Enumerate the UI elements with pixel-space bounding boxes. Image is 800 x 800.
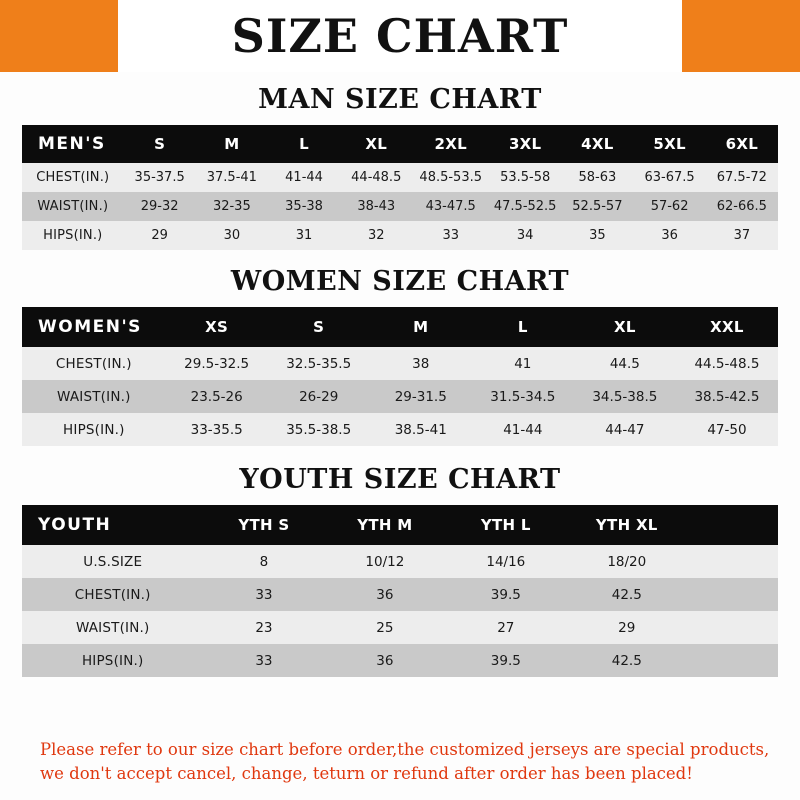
men-header-s: S (124, 125, 196, 163)
youth-chest-m: 36 (324, 578, 445, 611)
women-chest-s: 32.5-35.5 (268, 347, 370, 380)
women-header-xxl: XXL (676, 307, 778, 347)
table-row (22, 545, 778, 578)
men-hips-s: 29 (124, 221, 196, 250)
youth-row-waist-label: WAIST(IN.) (22, 611, 203, 644)
youth-waist-xl: 29 (566, 611, 687, 644)
youth-waist-l: 27 (445, 611, 566, 644)
men-waist-l: 35-38 (268, 192, 340, 221)
youth-waist-blank (687, 611, 778, 644)
men-header-m: M (196, 125, 268, 163)
men-chest-3xl: 53.5-58 (489, 163, 561, 192)
youth-header-blank (687, 505, 778, 545)
table-row (22, 413, 778, 446)
women-row-hips-label: HIPS(IN.) (22, 413, 166, 446)
women-header-s: S (268, 307, 370, 347)
women-waist-m: 29-31.5 (370, 380, 472, 413)
youth-header-s: YTH S (203, 505, 324, 545)
women-hips-xxl: 47-50 (676, 413, 778, 446)
men-hips-2xl: 33 (412, 221, 489, 250)
men-size-table (22, 125, 778, 250)
men-header-3xl: 3XL (489, 125, 561, 163)
men-chest-l: 41-44 (268, 163, 340, 192)
women-chest-m: 38 (370, 347, 472, 380)
men-header-4xl: 4XL (561, 125, 633, 163)
men-hips-l: 31 (268, 221, 340, 250)
women-row-chest-label: CHEST(IN.) (22, 347, 166, 380)
page-title: SIZE CHART (231, 9, 569, 63)
men-hips-6xl: 37 (706, 221, 778, 250)
youth-ussize-xl: 18/20 (566, 545, 687, 578)
youth-table-header-row (22, 505, 778, 545)
youth-header-l: YTH L (445, 505, 566, 545)
men-chest-xl: 44-48.5 (340, 163, 412, 192)
youth-header-xl: YTH XL (566, 505, 687, 545)
women-hips-l: 41-44 (472, 413, 574, 446)
youth-hips-s: 33 (203, 644, 324, 677)
men-row-waist-label: WAIST(IN.) (22, 192, 124, 221)
men-waist-4xl: 52.5-57 (561, 192, 633, 221)
youth-chest-xl: 42.5 (566, 578, 687, 611)
men-hips-4xl: 35 (561, 221, 633, 250)
youth-ussize-s: 8 (203, 545, 324, 578)
youth-header-label: YOUTH (22, 505, 203, 545)
table-row (22, 611, 778, 644)
youth-hips-blank (687, 644, 778, 677)
content-area (0, 72, 800, 800)
youth-waist-s: 23 (203, 611, 324, 644)
men-header-2xl: 2XL (412, 125, 489, 163)
table-row (22, 578, 778, 611)
women-header-xs: XS (166, 307, 268, 347)
youth-section-title: YOUTH SIZE CHART (239, 464, 561, 495)
women-size-table (22, 307, 778, 446)
men-hips-m: 30 (196, 221, 268, 250)
youth-chest-l: 39.5 (445, 578, 566, 611)
women-chest-xs: 29.5-32.5 (166, 347, 268, 380)
women-section-title: WOMEN SIZE CHART (230, 266, 570, 297)
men-header-l: L (268, 125, 340, 163)
youth-row-chest-label: CHEST(IN.) (22, 578, 203, 611)
men-hips-xl: 32 (340, 221, 412, 250)
women-waist-xxl: 38.5-42.5 (676, 380, 778, 413)
header-banner (0, 0, 800, 72)
men-header-label: MEN'S (22, 125, 124, 163)
women-chest-xxl: 44.5-48.5 (676, 347, 778, 380)
men-hips-3xl: 34 (489, 221, 561, 250)
women-chest-xl: 44.5 (574, 347, 676, 380)
youth-ussize-m: 10/12 (324, 545, 445, 578)
women-header-m: M (370, 307, 472, 347)
table-row (22, 644, 778, 677)
men-waist-3xl: 47.5-52.5 (489, 192, 561, 221)
men-waist-5xl: 57-62 (633, 192, 705, 221)
table-row (22, 192, 778, 221)
men-waist-s: 29-32 (124, 192, 196, 221)
youth-row-ussize-label: U.S.SIZE (22, 545, 203, 578)
women-row-waist-label: WAIST(IN.) (22, 380, 166, 413)
men-waist-xl: 38-43 (340, 192, 412, 221)
men-row-hips-label: HIPS(IN.) (22, 221, 124, 250)
men-waist-6xl: 62-66.5 (706, 192, 778, 221)
youth-hips-m: 36 (324, 644, 445, 677)
youth-waist-m: 25 (324, 611, 445, 644)
youth-size-table (22, 505, 778, 677)
men-waist-2xl: 43-47.5 (412, 192, 489, 221)
women-table-header-row (22, 307, 778, 347)
men-chest-2xl: 48.5-53.5 (412, 163, 489, 192)
men-table-header-row (22, 125, 778, 163)
men-chest-5xl: 63-67.5 (633, 163, 705, 192)
women-waist-l: 31.5-34.5 (472, 380, 574, 413)
men-chest-m: 37.5-41 (196, 163, 268, 192)
order-policy-note (22, 728, 778, 800)
men-header-5xl: 5XL (633, 125, 705, 163)
women-waist-xl: 34.5-38.5 (574, 380, 676, 413)
table-row (22, 163, 778, 192)
women-waist-xs: 23.5-26 (166, 380, 268, 413)
women-header-label: WOMEN'S (22, 307, 166, 347)
table-row (22, 380, 778, 413)
youth-row-hips-label: HIPS(IN.) (22, 644, 203, 677)
note-line-2: we don't accept cancel, change, teturn or refund after order has been placed! (40, 764, 693, 784)
youth-chest-blank (687, 578, 778, 611)
women-header-xl: XL (574, 307, 676, 347)
youth-chest-s: 33 (203, 578, 324, 611)
men-hips-5xl: 36 (633, 221, 705, 250)
youth-ussize-blank (687, 545, 778, 578)
table-row (22, 347, 778, 380)
men-section-title: MAN SIZE CHART (258, 84, 542, 115)
youth-ussize-l: 14/16 (445, 545, 566, 578)
youth-hips-l: 39.5 (445, 644, 566, 677)
youth-hips-xl: 42.5 (566, 644, 687, 677)
women-hips-xl: 44-47 (574, 413, 676, 446)
men-chest-s: 35-37.5 (124, 163, 196, 192)
women-chest-l: 41 (472, 347, 574, 380)
men-row-chest-label: CHEST(IN.) (22, 163, 124, 192)
men-header-6xl: 6XL (706, 125, 778, 163)
men-header-xl: XL (340, 125, 412, 163)
youth-header-m: YTH M (324, 505, 445, 545)
women-hips-s: 35.5-38.5 (268, 413, 370, 446)
women-header-l: L (472, 307, 574, 347)
note-line-1: Please refer to our size chart before order,the customized jerseys are special products, (40, 740, 770, 760)
men-chest-6xl: 67.5-72 (706, 163, 778, 192)
women-hips-m: 38.5-41 (370, 413, 472, 446)
women-hips-xs: 33-35.5 (166, 413, 268, 446)
men-chest-4xl: 58-63 (561, 163, 633, 192)
table-row (22, 221, 778, 250)
men-waist-m: 32-35 (196, 192, 268, 221)
women-waist-s: 26-29 (268, 380, 370, 413)
